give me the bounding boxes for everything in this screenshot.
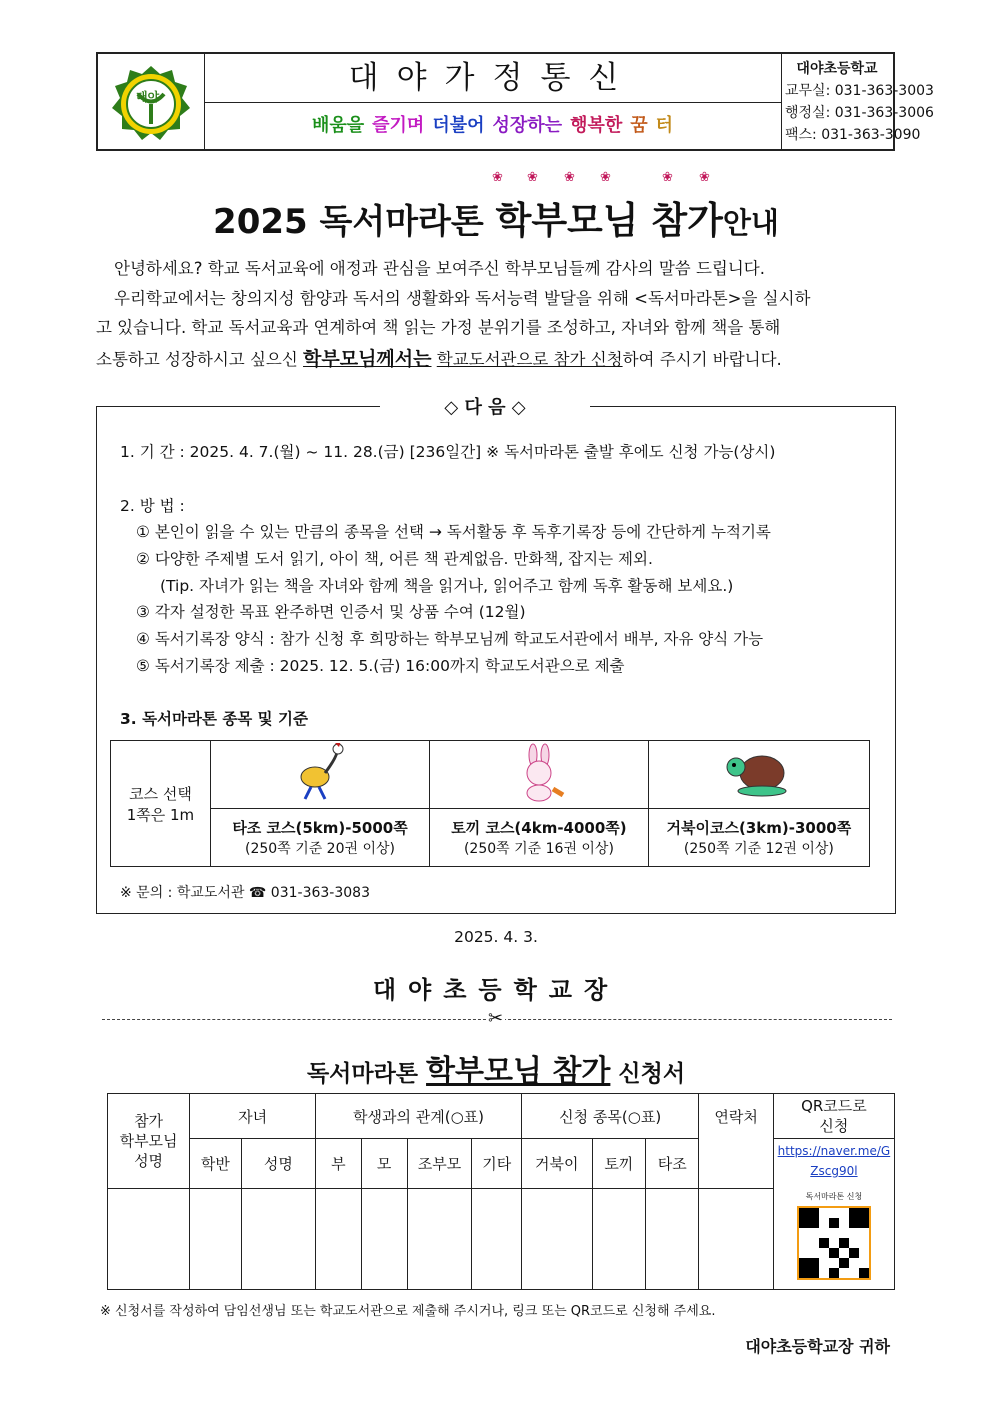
input-opt-turtle[interactable] (521, 1189, 592, 1290)
rel-father: 부 (316, 1139, 362, 1189)
newsletter-title: 대야가정통신 (204, 54, 781, 103)
method-item-5: ⑤ 독서기록장 제출 : 2025. 12. 5.(금) 16:00까지 학교도서관으로 제출 (136, 657, 625, 675)
qr-caption: 독서마라톤 신청 (805, 1192, 863, 1202)
method-item-2: ② 다양한 주제별 도서 읽기, 아이 책, 어른 책 관계없음. 만화책, 잡지는 제외. (136, 550, 653, 568)
document-title (0, 190, 992, 244)
opt-turtle: 거북이 (521, 1139, 592, 1189)
input-rel-mother[interactable] (361, 1189, 407, 1290)
col-course: 신청 종목(○표) (521, 1094, 698, 1139)
title-part-2: 학부모님 참가 (495, 199, 723, 242)
input-opt-ostrich[interactable] (646, 1189, 699, 1290)
flower-icon: ❀ (492, 170, 503, 185)
input-parent-name[interactable] (108, 1189, 190, 1290)
course-table (110, 740, 870, 867)
slogan-word: 배움을 (311, 115, 365, 136)
header-middle (204, 54, 782, 149)
sub-name: 성명 (241, 1139, 315, 1189)
period-line: 1. 기 간 : 2025. 4. 7.(월) ~ 11. 28.(금) [236일간] ※ 독서마라톤 출발 후에도 신청 가능(상시) (120, 443, 776, 461)
course-name: 토끼 코스(4km-4000쪽) (451, 819, 627, 837)
intro-line-3: 고 있습니다. 학교 독서교육과 연계하여 책 읽는 가정 분위기를 조성하고, 자녀와 함께 책을 통해 (96, 318, 781, 337)
opt-rabbit: 토끼 (592, 1139, 645, 1189)
input-opt-rabbit[interactable] (592, 1189, 645, 1290)
intro-text-end: 하여 주시기 바랍니다. (622, 350, 782, 369)
col-parent-name: 참가 학부모님 성명 (108, 1094, 190, 1189)
qr-link[interactable]: https://naver.me/GZscg90l (777, 1144, 891, 1179)
method-tip: (Tip. 자녀가 읽는 책을 자녀와 함께 책을 읽거나, 읽어주고 함께 독후 활동해 보세요.) (160, 577, 734, 595)
qr-cell (773, 1139, 894, 1290)
intro-emphasis-parents: 학부모님께서는 (303, 348, 432, 370)
notice-heading: ◇ 다 음 ◇ (380, 393, 590, 419)
application-table (107, 1093, 895, 1290)
rel-other: 기타 (472, 1139, 522, 1189)
phone-fax: 팩스: 031-363-3090 (785, 127, 921, 143)
logo-text: 대야 (136, 90, 160, 104)
application-title (0, 1046, 992, 1090)
course-criteria: (250쪽 기준 20권 이상) (245, 841, 395, 857)
course-criteria: (250쪽 기준 12권 이상) (683, 841, 834, 857)
opt-ostrich: 타조 (646, 1139, 699, 1189)
ostrich-image-cell (210, 741, 429, 809)
phone-admin: 행정실: 031-363-3006 (785, 105, 934, 121)
contact-line: ※ 문의 : 학교도서관 ☎ 031-363-3083 (120, 885, 370, 901)
course-ostrich (210, 809, 429, 867)
col-child: 자녀 (190, 1094, 316, 1139)
flower-icon: ❀ (600, 170, 611, 185)
turtle-image-cell (648, 741, 869, 809)
addressee: 대야초등학교장 귀하 (745, 1337, 890, 1356)
intro-line-2: 우리학교에서는 창의지성 함양과 독서의 생활화와 독서능력 발달을 위해 <독서마라톤>을 실시하 (114, 289, 811, 308)
method-item-1: ① 본인이 읽을 수 있는 만큼의 종목을 선택 → 독서활동 후 독후기록장 등에 간단하게 누적기록 (136, 523, 771, 541)
qr-code-icon[interactable] (797, 1206, 871, 1280)
intro-text: 소통하고 성장하시고 싶으신 (96, 350, 304, 369)
course-label-2: 1쪽은 1m (126, 805, 195, 824)
input-rel-other[interactable] (472, 1189, 522, 1290)
phone-teachers: 교무실: 031-363-3003 (785, 83, 934, 99)
slogan-word: 터 (655, 115, 674, 136)
course-rabbit (430, 809, 649, 867)
title-part-3: 안내 (722, 206, 779, 240)
turtle-icon (724, 743, 794, 803)
slogan-word: 즐기며 (372, 115, 425, 136)
app-title-a: 독서마라톤 (306, 1061, 427, 1087)
slogan-word: 행복한 (570, 115, 623, 136)
flower-icon: ❀ (564, 170, 575, 185)
course-turtle (648, 809, 869, 867)
slogan-word: 더불어 (432, 115, 485, 136)
input-child-name[interactable] (241, 1189, 315, 1290)
logo-cell (98, 54, 205, 149)
slogan-word: 성장하는 (492, 115, 563, 136)
intro-line-4 (96, 344, 896, 375)
slogan-word: 꿈 (630, 115, 648, 136)
input-rel-father[interactable] (316, 1189, 362, 1290)
col-contact: 연락처 (699, 1094, 773, 1189)
flower-icon: ❀ (662, 170, 673, 185)
rabbit-image-cell (430, 741, 649, 809)
course-label-1: 코스 선택 (129, 784, 192, 803)
school-slogan (204, 103, 781, 149)
principal-signature: 대야초등학교장 (372, 976, 620, 1004)
flower-icon: ❀ (527, 170, 538, 185)
application-footnote: ※ 신청서를 작성하여 담임선생님 또는 학교도서관으로 제출해 주시거나, 링크 또는 QR코드로 신청해 주세요. (100, 1304, 716, 1319)
sub-class: 학반 (190, 1139, 241, 1189)
rel-grandparent: 조부모 (407, 1139, 472, 1189)
app-title-c: 신청서 (610, 1061, 686, 1087)
course-name: 거북이코스(3km)-3000쪽 (666, 819, 852, 837)
school-name: 대야초등학교 (796, 61, 878, 77)
issue-date: 2025. 4. 3. (454, 928, 538, 946)
newsletter-header (96, 52, 934, 151)
course-name: 타조 코스(5km)-5000쪽 (232, 819, 408, 837)
title-part-1: 2025 독서마라톤 (213, 202, 496, 242)
course-label-cell (111, 741, 211, 867)
app-title-b: 학부모님 참가 (426, 1054, 611, 1089)
method-title: 2. 방 법 : (120, 497, 185, 515)
col-qr: QR코드로 신청 (773, 1094, 894, 1139)
col-relation: 학생과의 관계(○표) (316, 1094, 522, 1139)
input-class[interactable] (190, 1189, 241, 1290)
input-contact[interactable] (699, 1189, 773, 1290)
method-item-3: ③ 각자 설정한 목표 완주하면 인증서 및 상품 수여 (12월) (136, 603, 526, 621)
course-criteria: (250쪽 기준 16권 이상) (463, 841, 614, 857)
intro-line-1: 안녕하세요? 학교 독서교육에 애정과 관심을 보여주신 학부모님들께 감사의 말씀 드립니다. (114, 259, 765, 278)
intro-emphasis-apply: 학교도서관으로 참가 신청 (436, 350, 623, 369)
ostrich-icon (285, 743, 355, 803)
input-rel-grandparent[interactable] (407, 1189, 472, 1290)
rabbit-icon (509, 743, 569, 803)
courses-title: 3. 독서마라톤 종목 및 기준 (120, 710, 308, 728)
method-item-4: ④ 독서기록장 양식 : 참가 신청 후 희망하는 학부모님께 학교도서관에서 배부, 자유 양식 가능 (136, 630, 764, 648)
header-contact (781, 54, 934, 149)
rel-mother: 모 (361, 1139, 407, 1189)
scissors-icon: ✂ (488, 1008, 504, 1029)
flower-icon: ❀ (699, 170, 710, 185)
